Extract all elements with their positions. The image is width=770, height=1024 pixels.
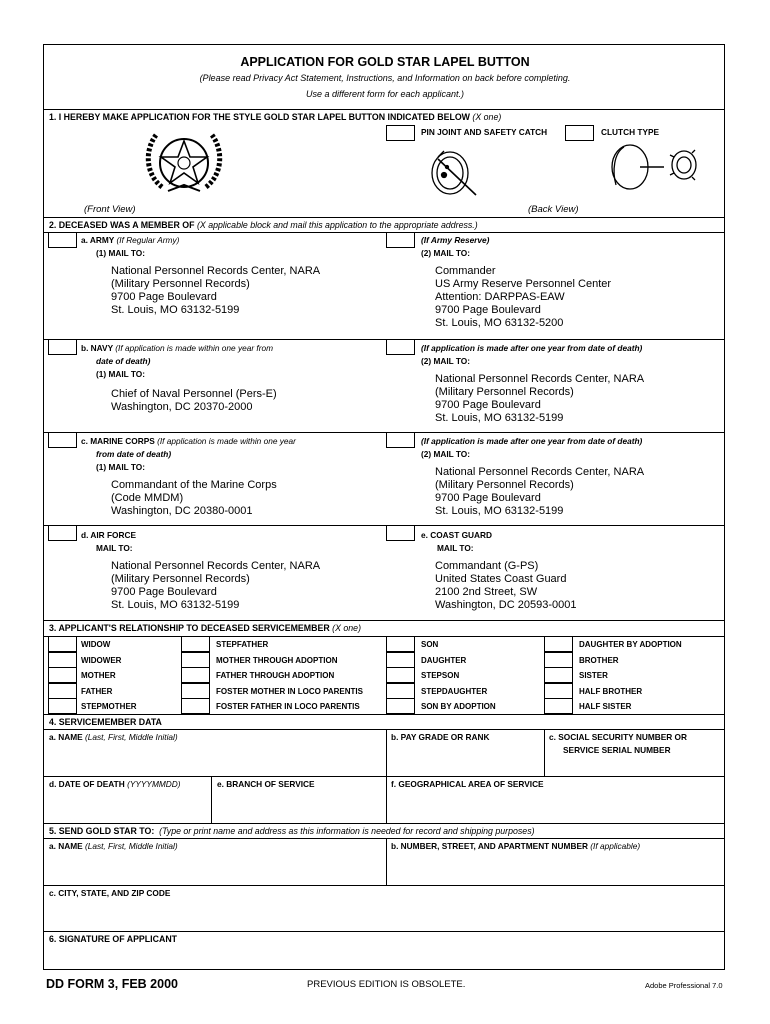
divider xyxy=(44,109,724,110)
relationship-checkbox[interactable] xyxy=(48,636,77,652)
relationship-label: BROTHER xyxy=(579,656,619,665)
relationship-checkbox[interactable] xyxy=(181,652,210,668)
relationship-checkbox[interactable] xyxy=(48,652,77,668)
applicant-signature-field[interactable] xyxy=(44,931,724,969)
marine-after-year-note: (If application is made after one year from date of death) xyxy=(421,436,643,446)
army-regular-checkbox[interactable] xyxy=(48,232,77,248)
coast-guard-label: e. COAST GUARD xyxy=(421,530,492,540)
relationship-label: FATHER THROUGH ADOPTION xyxy=(216,671,335,680)
ssn-label-cont: SERVICE SERIAL NUMBER xyxy=(563,745,671,755)
relationship-checkbox[interactable] xyxy=(386,636,415,652)
relationship-label: SISTER xyxy=(579,671,608,680)
servicemember-name-label: a. NAME (Last, First, Middle Initial) xyxy=(49,732,178,742)
divider xyxy=(44,823,724,824)
pin-joint-back-view-icon xyxy=(424,139,484,199)
divider xyxy=(44,432,724,433)
recipient-street-field[interactable] xyxy=(387,838,724,885)
marine-mail2-label: (2) MAIL TO: xyxy=(421,449,471,459)
marine-within-year-checkbox[interactable] xyxy=(48,432,77,448)
relationship-checkbox[interactable] xyxy=(386,683,415,699)
navy-after-year-note: (If application is made after one year from date of death) xyxy=(421,343,643,353)
relationship-label: MOTHER xyxy=(81,671,116,680)
relationship-label: DAUGHTER xyxy=(421,656,467,665)
relationship-label: SON xyxy=(421,640,439,649)
geographical-area-label: f. GEOGRAPHICAL AREA OF SERVICE xyxy=(391,779,544,789)
navy-within-year-checkbox[interactable] xyxy=(48,339,77,355)
relationship-label: FATHER xyxy=(81,687,113,696)
coast-guard-checkbox[interactable] xyxy=(386,525,415,541)
army-mail1-label: (1) MAIL TO: xyxy=(96,248,146,258)
air-force-address: National Personnel Records Center, NARA (Military Personnel Records) 9700 Page Boulevard St. Louis, MO 63132-5199 xyxy=(111,560,321,611)
section3-heading: 3. APPLICANT'S RELATIONSHIP TO DECEASED SERVICEMEMBER (X one) xyxy=(49,623,362,633)
form-instructions-line1: (Please read Privacy Act Statement, Instructions, and Information on back before completing. xyxy=(199,73,571,83)
relationship-checkbox[interactable] xyxy=(386,652,415,668)
recipient-city-label: c. CITY, STATE, AND ZIP CODE xyxy=(49,888,171,898)
pin-joint-checkbox[interactable] xyxy=(386,125,415,141)
relationship-label: MOTHER THROUGH ADOPTION xyxy=(216,656,338,665)
marine-after-year-address: National Personnel Records Center, NARA (Military Personnel Records) 9700 Page Boulevard St. Louis, MO 63132-5199 xyxy=(435,466,645,517)
pay-grade-label: b. PAY GRADE OR RANK xyxy=(391,732,490,742)
pin-joint-label: PIN JOINT AND SAFETY CATCH xyxy=(421,127,548,137)
navy-mail1-label: (1) MAIL TO: xyxy=(96,369,146,379)
air-force-mail-label: MAIL TO: xyxy=(96,543,133,553)
relationship-label: STEPFATHER xyxy=(216,640,269,649)
navy-within-year-address: Chief of Naval Personnel (Pers-E) Washington, DC 20370-2000 xyxy=(111,388,277,413)
recipient-street-label: b. NUMBER, STREET, AND APARTMENT NUMBER (If applicable) xyxy=(391,841,641,851)
marine-label: c. MARINE CORPS (If application is made within one year xyxy=(81,436,296,446)
divider xyxy=(44,714,724,715)
relationship-label: STEPSON xyxy=(421,671,460,680)
section1-heading: 1. I HEREBY MAKE APPLICATION FOR THE STYLE GOLD STAR LAPEL BUTTON INDICATED BELOW (X one) xyxy=(49,112,502,122)
form-instructions-line2: Use a different form for each applicant.) xyxy=(305,89,465,99)
marine-after-year-checkbox[interactable] xyxy=(386,432,415,448)
branch-of-service-field[interactable] xyxy=(212,776,386,823)
recipient-name-label: a. NAME (Last, First, Middle Initial) xyxy=(49,841,178,851)
geographical-area-field[interactable] xyxy=(387,776,724,823)
army-reserve-address: Commander US Army Reserve Personnel Center Attention: DARPPAS-EAW 9700 Page Boulevard St. Louis, MO 63132-5200 xyxy=(435,265,612,329)
air-force-label: d. AIR FORCE xyxy=(81,530,137,540)
navy-after-year-address: National Personnel Records Center, NARA (Military Personnel Records) 9700 Page Boulevard St. Louis, MO 63132-5199 xyxy=(435,373,645,424)
relationship-label: FOSTER MOTHER IN LOCO PARENTIS xyxy=(216,687,363,696)
form-number: DD FORM 3, FEB 2000 xyxy=(46,977,178,991)
relationship-label: HALF SISTER xyxy=(579,702,632,711)
marine-note-cont: from date of death) xyxy=(96,449,172,459)
clutch-type-checkbox[interactable] xyxy=(565,125,594,141)
relationship-checkbox[interactable] xyxy=(181,636,210,652)
army-reserve-checkbox[interactable] xyxy=(386,232,415,248)
software-note: Adobe Professional 7.0 xyxy=(645,981,723,990)
relationship-label: WIDOWER xyxy=(81,656,122,665)
pay-grade-field[interactable] xyxy=(387,729,544,776)
divider xyxy=(44,339,724,340)
navy-after-year-checkbox[interactable] xyxy=(386,339,415,355)
clutch-type-label: CLUTCH TYPE xyxy=(601,127,660,137)
date-of-death-field[interactable] xyxy=(44,776,211,823)
relationship-checkbox[interactable] xyxy=(181,698,210,714)
recipient-city-state-zip-field[interactable] xyxy=(44,885,724,931)
relationship-label: HALF BROTHER xyxy=(579,687,643,696)
divider xyxy=(44,525,724,526)
marine-mail1-label: (1) MAIL TO: xyxy=(96,462,146,472)
navy-label: b. NAVY (If application is made within one year from xyxy=(81,343,273,353)
coast-guard-mail-label: MAIL TO: xyxy=(437,543,474,553)
form-title: APPLICATION FOR GOLD STAR LAPEL BUTTON xyxy=(240,55,530,69)
relationship-checkbox[interactable] xyxy=(544,667,573,683)
front-view-caption: (Front View) xyxy=(84,204,136,215)
relationship-checkbox[interactable] xyxy=(181,683,210,699)
army-mail2-label: (2) MAIL TO: xyxy=(421,248,471,258)
recipient-name-field[interactable] xyxy=(44,838,386,885)
divider xyxy=(44,636,724,637)
navy-note-cont: date of death) xyxy=(96,356,151,366)
relationship-checkbox[interactable] xyxy=(544,698,573,714)
relationship-label: SON BY ADOPTION xyxy=(421,702,496,711)
relationship-label: STEPMOTHER xyxy=(81,702,137,711)
gold-star-front-view-icon xyxy=(140,125,228,203)
relationship-checkbox[interactable] xyxy=(544,652,573,668)
branch-of-service-label: e. BRANCH OF SERVICE xyxy=(217,779,315,789)
coast-guard-address: Commandant (G-PS) United States Coast Guard 2100 2nd Street, SW Washington, DC 20593-0001 xyxy=(435,560,577,611)
relationship-checkbox[interactable] xyxy=(544,683,573,699)
section4-heading: 4. SERVICEMEMBER DATA xyxy=(49,717,162,727)
relationship-checkbox[interactable] xyxy=(48,683,77,699)
section2-heading: 2. DECEASED WAS A MEMBER OF (X applicable block and mail this application to the appropriate address.) xyxy=(49,220,478,230)
army-label: a. ARMY (If Regular Army) xyxy=(81,235,180,245)
ssn-field[interactable] xyxy=(545,729,724,776)
back-view-caption: (Back View) xyxy=(528,204,579,215)
relationship-label: WIDOW xyxy=(81,640,111,649)
divider xyxy=(44,232,724,233)
obsolete-notice: PREVIOUS EDITION IS OBSOLETE. xyxy=(307,979,466,990)
relationship-checkbox[interactable] xyxy=(386,667,415,683)
army-reserve-note: (If Army Reserve) xyxy=(421,235,490,245)
relationship-label: STEPDAUGHTER xyxy=(421,687,488,696)
relationship-label: FOSTER FATHER IN LOCO PARENTIS xyxy=(216,702,360,711)
gold-star-application-form xyxy=(43,44,725,970)
relationship-checkbox[interactable] xyxy=(544,636,573,652)
divider xyxy=(44,620,724,621)
relationship-checkbox[interactable] xyxy=(48,698,77,714)
clutch-back-view-icon xyxy=(604,141,704,197)
relationship-checkbox[interactable] xyxy=(386,698,415,714)
air-force-checkbox[interactable] xyxy=(48,525,77,541)
army-regular-address: National Personnel Records Center, NARA (Military Personnel Records) 9700 Page Boulevard St. Louis, MO 63132-5199 xyxy=(111,265,321,316)
marine-within-year-address: Commandant of the Marine Corps (Code MMDM) Washington, DC 20380-0001 xyxy=(111,479,277,517)
signature-label: 6. SIGNATURE OF APPLICANT xyxy=(49,934,178,944)
date-of-death-label: d. DATE OF DEATH (YYYYMMDD) xyxy=(49,779,181,789)
relationship-label: DAUGHTER BY ADOPTION xyxy=(579,640,682,649)
divider xyxy=(44,217,724,218)
relationship-checkbox[interactable] xyxy=(48,667,77,683)
ssn-label: c. SOCIAL SECURITY NUMBER OR xyxy=(549,732,687,742)
navy-mail2-label: (2) MAIL TO: xyxy=(421,356,471,366)
relationship-checkbox[interactable] xyxy=(181,667,210,683)
section5-heading: 5. SEND GOLD STAR TO: (Type or print name and address as this information is needed for record and shipping purposes) xyxy=(49,826,535,836)
servicemember-name-field[interactable] xyxy=(44,729,386,776)
